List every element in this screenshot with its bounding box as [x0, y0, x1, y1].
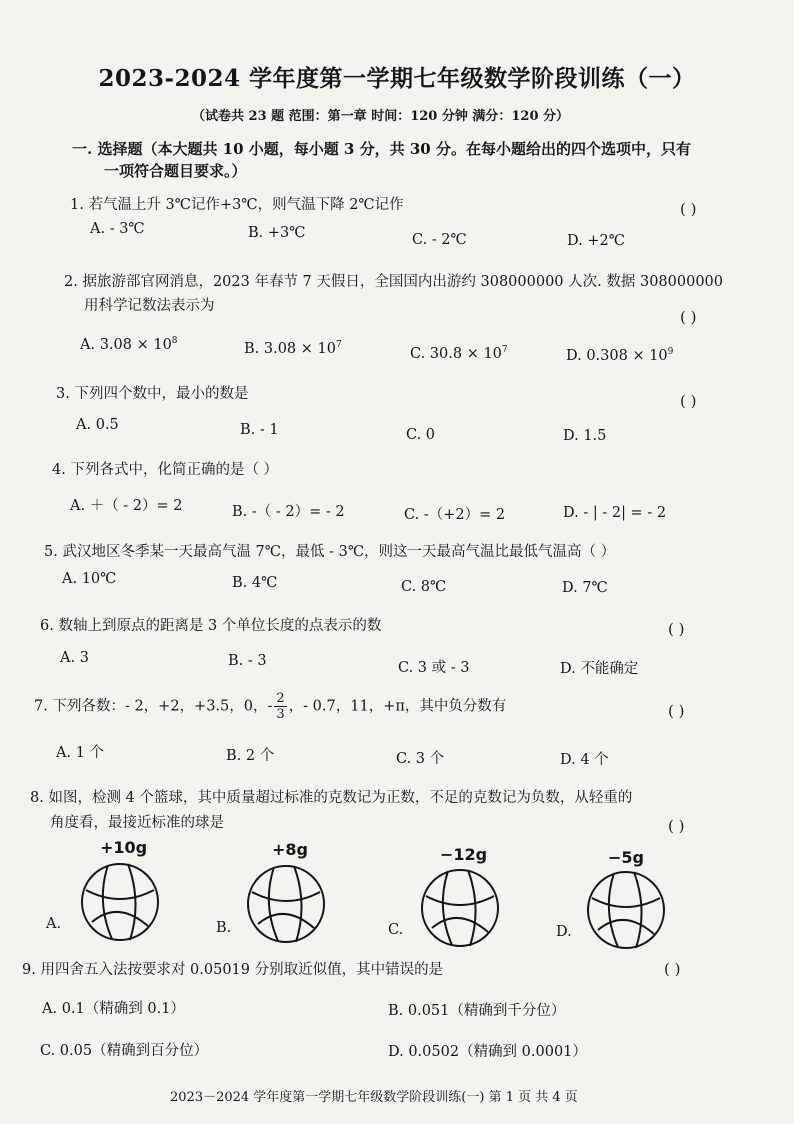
section-heading-cont: 一项符合题目要求。） [104, 162, 247, 180]
q9-option-c: C. 0.05（精确到百分位） [40, 1043, 209, 1059]
q3-option-d: D. 1.5 [563, 428, 607, 444]
q2-option-d: D. $0.308 \times 10^9$ [566, 347, 674, 364]
question-9: 9. 用四舍五入法按要求对 0.05019 分别取近似值，其中错误的是 [22, 962, 444, 978]
q9-option-a: A. 0.1（精确到 0.1） [42, 1001, 185, 1017]
ball-d-label: D. [556, 924, 572, 940]
answer-blank-7[interactable]: ( ) [668, 702, 685, 720]
q5-option-b: B. 4℃ [232, 575, 278, 591]
answer-blank-2[interactable]: ( ) [680, 308, 697, 326]
basketball-icon [418, 866, 502, 950]
ball-a-label: A. [46, 916, 62, 932]
q7-option-a: A. 1 个 [56, 745, 105, 761]
ball-d-mass: −5g [608, 848, 644, 867]
exam-info: （试卷共 23 题 范围：第一章 时间：120 分钟 满分：120 分） [192, 109, 570, 124]
q6-option-c: C. 3 或 - 3 [398, 660, 470, 676]
q3-option-c: C. 0 [406, 427, 436, 443]
page-title: 2023-2024 学年度第一学期七年级数学阶段训练（一） [98, 65, 696, 92]
answer-blank-3[interactable]: ( ) [680, 392, 697, 410]
answer-blank-8[interactable]: ( ) [668, 817, 685, 835]
q7-option-d: D. 4 个 [560, 752, 609, 768]
basketball-icon [244, 862, 328, 946]
page-footer: 2023－2024 学年度第一学期七年级数学阶段训练(一) 第 1 页 共 4 页 [170, 1090, 578, 1105]
q9-option-b: B. 0.051（精确到千分位） [388, 1003, 566, 1019]
q6-option-a: A. 3 [60, 650, 89, 666]
question-8-cont: 角度看，最接近标准的球是 [50, 815, 224, 831]
ball-c-label: C. [388, 922, 404, 938]
q1-option-a: A. - 3℃ [90, 221, 145, 237]
q2-option-c: C. $30.8 \times 10^7$ [410, 345, 508, 362]
question-5: 5. 武汉地区冬季某一天最高气温 7℃，最低 - 3℃，则这一天最高气温比最低气温高（ ） [44, 544, 616, 560]
ball-c-mass: −12g [440, 845, 488, 864]
question-2: 2. 据旅游部官网消息，2023 年春节 7 天假日，全国国内出游约 308000000 人次. 数据 308000000 [64, 274, 723, 290]
question-3: 3. 下列四个数中，最小的数是 [56, 386, 249, 402]
question-8: 8. 如图，检测 4 个篮球，其中质量超过标准的克数记为正数，不足的克数记为负数，从轻重的 [30, 790, 633, 806]
q5-option-c: C. 8℃ [401, 579, 447, 595]
q7-option-b: B. 2 个 [226, 748, 275, 764]
q4-option-d: D. - | - 2| = - 2 [563, 505, 667, 521]
question-2-cont: 用科学记数法表示为 [84, 298, 215, 314]
q7-option-c: C. 3 个 [396, 751, 445, 767]
q5-option-a: A. 10℃ [62, 571, 117, 587]
answer-blank-6[interactable]: ( ) [668, 620, 685, 638]
question-6: 6. 数轴上到原点的距离是 3 个单位长度的点表示的数 [40, 618, 382, 634]
q3-option-a: A. 0.5 [76, 417, 119, 433]
ball-b-label: B. [216, 920, 232, 936]
answer-blank-1[interactable]: ( ) [680, 200, 697, 218]
q1-option-c: C. - 2℃ [412, 232, 467, 248]
q5-option-d: D. 7℃ [562, 580, 608, 596]
question-4: 4. 下列各式中，化简正确的是（ ） [52, 462, 279, 478]
q2-option-a: A. $3.08 \times 10^8$ [80, 336, 178, 353]
q4-option-c: C. -（+2）= 2 [404, 507, 506, 523]
ball-b-mass: +8g [272, 840, 308, 859]
ball-a-mass: +10g [100, 838, 148, 857]
answer-blank-9[interactable]: ( ) [664, 960, 681, 978]
question-1: 1. 若气温上升 3℃记作+3℃，则气温下降 2℃记作 [70, 197, 404, 213]
basketball-icon [78, 860, 162, 944]
q4-option-b: B. -（ - 2）= - 2 [232, 504, 345, 520]
q6-option-d: D. 不能确定 [560, 661, 639, 677]
basketball-icon [584, 868, 668, 952]
q1-option-d: D. +2℃ [567, 233, 625, 249]
q2-option-b: B. $3.08 \times 10^7$ [244, 340, 342, 357]
q3-option-b: B. - 1 [240, 422, 279, 438]
question-7: 7. 下列各数：- 2，+2，+3.5，0，- $\frac{2}{3}$ ，- 0.7，11，+π，其中负分数有 [34, 691, 507, 722]
section-heading: 一. 选择题（本大题共 10 小题，每小题 3 分，共 30 分。在每小题给出的四个选项中，只有 [72, 140, 691, 158]
q6-option-b: B. - 3 [228, 653, 267, 669]
q4-option-a: A. ＋（ - 2）= 2 [70, 498, 183, 514]
q1-option-b: B. +3℃ [248, 225, 306, 241]
fraction-two-thirds: $\frac{2}{3}$ [276, 691, 285, 722]
q9-option-d: D. 0.0502（精确到 0.0001） [388, 1044, 587, 1060]
